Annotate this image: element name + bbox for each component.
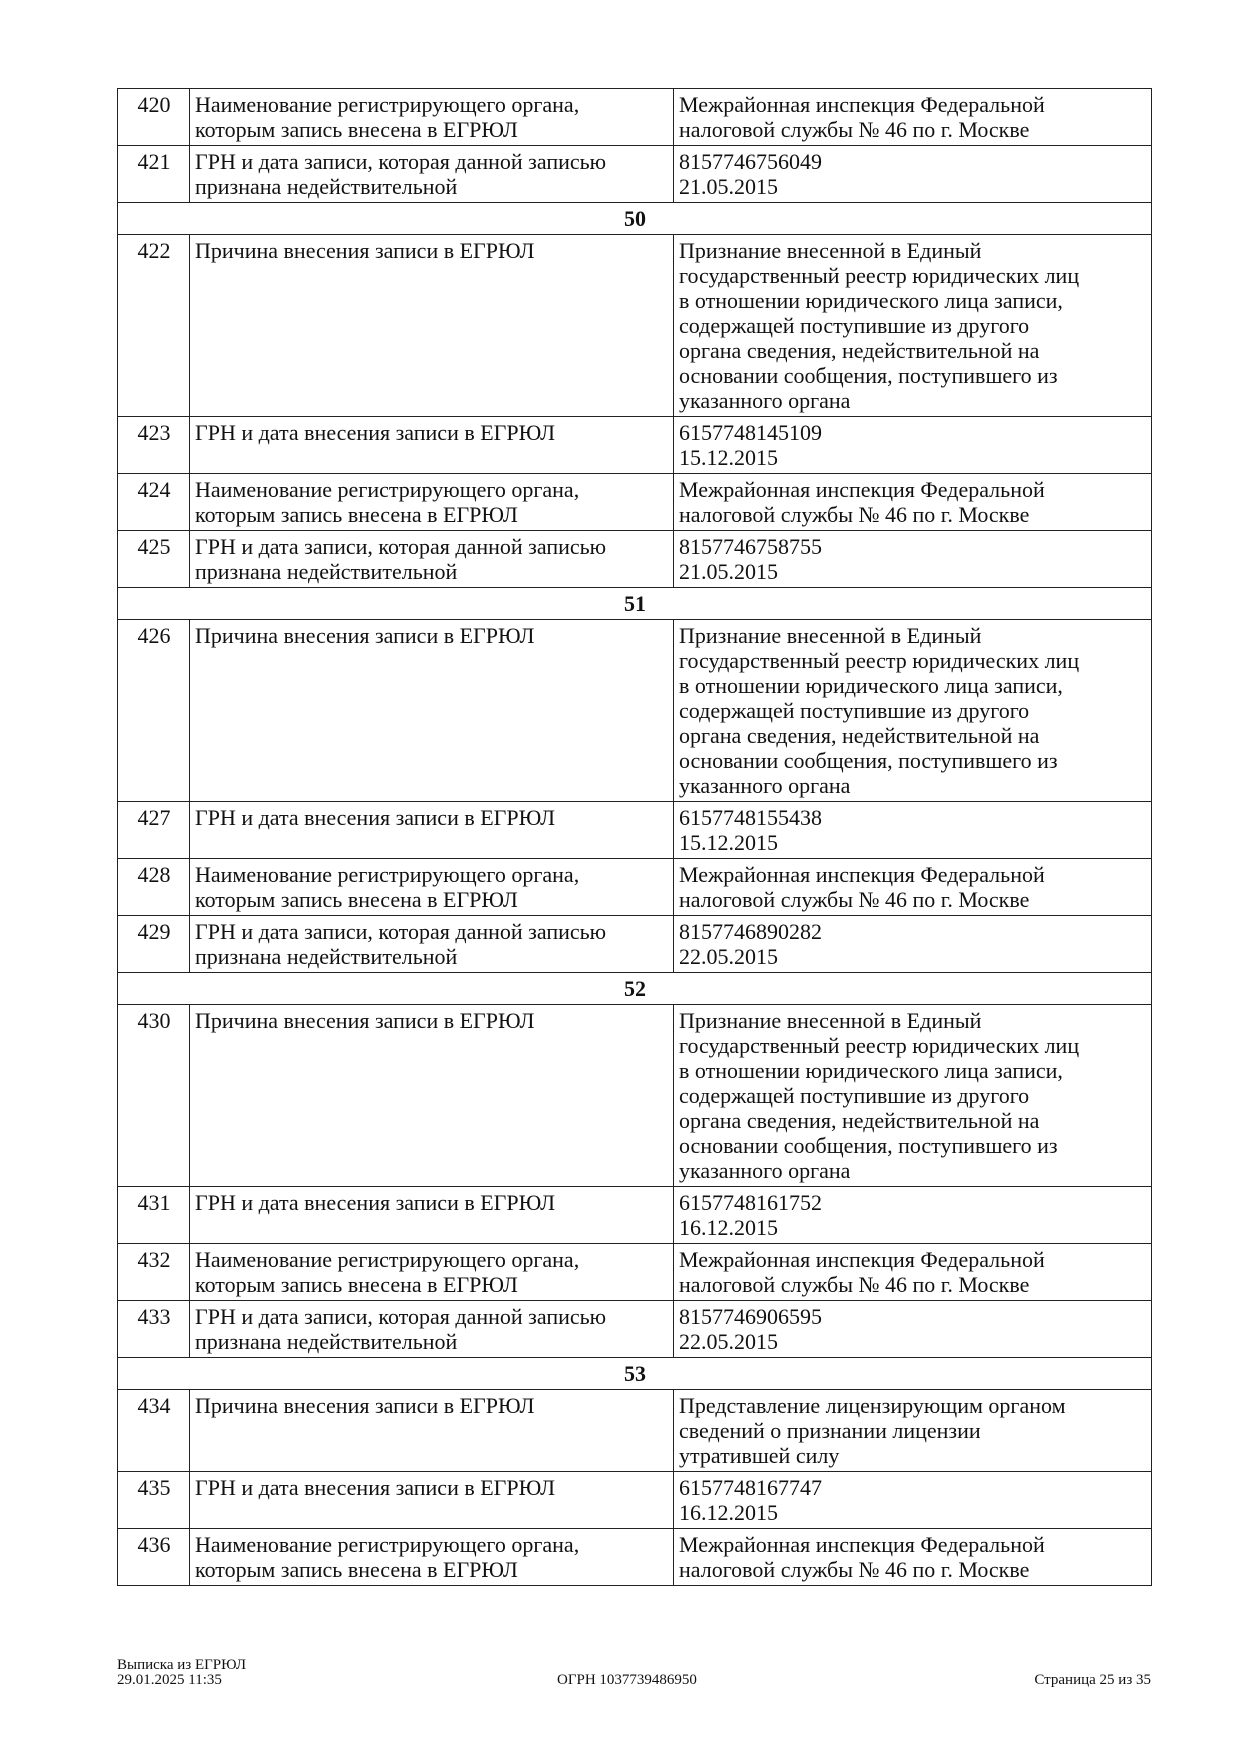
field-name-cell [190, 474, 674, 531]
field-name-cell [190, 1472, 674, 1529]
field-value-cell [674, 1187, 1152, 1244]
field-name-line: ГРН и дата внесения записи в ЕГРЮЛ [195, 805, 556, 830]
table-row [118, 531, 1152, 588]
field-value-cell [674, 620, 1152, 802]
field-value-line: содержащей поступившие из другого [679, 313, 1030, 338]
field-value-line: Признание внесенной в Единый [679, 1008, 982, 1033]
field-name-cell [190, 1529, 674, 1586]
footer-datetime: 29.01.2025 11:35 [117, 1672, 222, 1688]
row-number: 428 [118, 859, 190, 916]
field-value-line: налоговой службы № 46 по г. Москве [679, 1557, 1030, 1582]
table-row [118, 1005, 1152, 1187]
field-value-line: 22.05.2015 [679, 1329, 778, 1354]
table-row [118, 474, 1152, 531]
row-number: 425 [118, 531, 190, 588]
table-row [118, 1187, 1152, 1244]
table-body [118, 89, 1152, 1586]
field-name-line: Причина внесения записи в ЕГРЮЛ [195, 1008, 535, 1033]
field-name-line: которым запись внесена в ЕГРЮЛ [195, 1272, 518, 1297]
footer-page-number: Страница 25 из 35 [1034, 1672, 1151, 1688]
table-row [118, 1472, 1152, 1529]
field-name-line: Наименование регистрирующего органа, [195, 477, 580, 502]
field-name-cell [190, 531, 674, 588]
field-name-line: Наименование регистрирующего органа, [195, 1532, 580, 1557]
page-footer [117, 1658, 1151, 1689]
field-value-line: 16.12.2015 [679, 1215, 778, 1240]
field-value-line: Представление лицензирующим органом [679, 1393, 1066, 1418]
field-name-line: Наименование регистрирующего органа, [195, 1247, 580, 1272]
footer-ogrn: ОГРН 1037739486950 [557, 1672, 697, 1688]
field-value-cell [674, 531, 1152, 588]
field-value-line: в отношении юридического лица записи, [679, 1058, 1063, 1083]
field-value-cell [674, 235, 1152, 417]
table-row [118, 859, 1152, 916]
field-value-line: основании сообщения, поступившего из [679, 363, 1058, 388]
field-value-line: 6157748145109 [679, 420, 822, 445]
field-value-line: налоговой службы № 46 по г. Москве [679, 887, 1030, 912]
field-value-line: содержащей поступившие из другого [679, 1083, 1030, 1108]
section-number: 50 [118, 203, 1152, 235]
field-value-line: государственный реестр юридических лиц [679, 648, 1080, 673]
field-value-cell [674, 1529, 1152, 1586]
section-header-row [118, 203, 1152, 235]
field-name-cell [190, 1187, 674, 1244]
field-name-line: ГРН и дата записи, которая данной записью [195, 919, 607, 944]
section-number: 51 [118, 588, 1152, 620]
field-value-line: утратившей силу [679, 1443, 840, 1468]
field-value-line: основании сообщения, поступившего из [679, 748, 1058, 773]
section-number: 52 [118, 973, 1152, 1005]
field-name-cell [190, 916, 674, 973]
table-row [118, 1244, 1152, 1301]
field-value-line: 22.05.2015 [679, 944, 778, 969]
field-value-line: Межрайонная инспекция Федеральной [679, 477, 1045, 502]
field-name-line: ГРН и дата внесения записи в ЕГРЮЛ [195, 1475, 556, 1500]
field-value-line: 8157746756049 [679, 149, 822, 174]
field-name-cell [190, 235, 674, 417]
field-name-line: Наименование регистрирующего органа, [195, 92, 580, 117]
field-value-line: 21.05.2015 [679, 174, 778, 199]
field-value-line: указанного органа [679, 1158, 851, 1183]
field-name-cell [190, 1005, 674, 1187]
row-number: 436 [118, 1529, 190, 1586]
row-number: 432 [118, 1244, 190, 1301]
row-number: 434 [118, 1390, 190, 1472]
field-name-line: ГРН и дата внесения записи в ЕГРЮЛ [195, 420, 556, 445]
field-value-cell [674, 474, 1152, 531]
field-name-line: ГРН и дата внесения записи в ЕГРЮЛ [195, 1190, 556, 1215]
field-value-line: в отношении юридического лица записи, [679, 288, 1063, 313]
field-name-line: признана недействительной [195, 174, 458, 199]
field-value-cell [674, 417, 1152, 474]
field-value-line: Межрайонная инспекция Федеральной [679, 1247, 1045, 1272]
table-row [118, 235, 1152, 417]
field-value-cell [674, 1005, 1152, 1187]
field-value-line: 8157746758755 [679, 534, 822, 559]
table-row [118, 1301, 1152, 1358]
section-header-row [118, 1358, 1152, 1390]
table-row [118, 916, 1152, 973]
field-value-line: 8157746906595 [679, 1304, 822, 1329]
field-value-cell [674, 1472, 1152, 1529]
field-name-cell [190, 859, 674, 916]
field-value-line: содержащей поступившие из другого [679, 698, 1030, 723]
field-name-line: ГРН и дата записи, которая данной записью [195, 534, 607, 559]
field-value-line: 16.12.2015 [679, 1500, 778, 1525]
section-header-row [118, 588, 1152, 620]
field-value-line: 6157748155438 [679, 805, 822, 830]
field-value-line: указанного органа [679, 773, 851, 798]
field-name-cell [190, 1301, 674, 1358]
field-value-line: 21.05.2015 [679, 559, 778, 584]
field-value-line: Межрайонная инспекция Федеральной [679, 1532, 1045, 1557]
field-value-cell [674, 146, 1152, 203]
field-value-cell [674, 802, 1152, 859]
field-value-line: 6157748161752 [679, 1190, 822, 1215]
field-name-line: Причина внесения записи в ЕГРЮЛ [195, 1393, 535, 1418]
table-row [118, 802, 1152, 859]
field-value-line: Межрайонная инспекция Федеральной [679, 92, 1045, 117]
row-number: 430 [118, 1005, 190, 1187]
field-name-line: которым запись внесена в ЕГРЮЛ [195, 1557, 518, 1582]
row-number: 433 [118, 1301, 190, 1358]
field-value-line: сведений о признании лицензии [679, 1418, 981, 1443]
field-name-line: признана недействительной [195, 559, 458, 584]
field-value-cell [674, 1390, 1152, 1472]
field-name-line: которым запись внесена в ЕГРЮЛ [195, 887, 518, 912]
field-name-cell [190, 1244, 674, 1301]
field-value-line: Признание внесенной в Единый [679, 623, 982, 648]
row-number: 431 [118, 1187, 190, 1244]
field-value-line: налоговой службы № 46 по г. Москве [679, 117, 1030, 142]
field-value-line: налоговой службы № 46 по г. Москве [679, 1272, 1030, 1297]
footer-meta-row [117, 1673, 1151, 1689]
row-number: 435 [118, 1472, 190, 1529]
table-row [118, 417, 1152, 474]
field-value-cell [674, 1301, 1152, 1358]
field-value-line: Признание внесенной в Единый [679, 238, 982, 263]
row-number: 427 [118, 802, 190, 859]
row-number: 424 [118, 474, 190, 531]
section-header-row [118, 973, 1152, 1005]
field-value-line: основании сообщения, поступившего из [679, 1133, 1058, 1158]
footer-doc-title: Выписка из ЕГРЮЛ [117, 1657, 246, 1673]
field-name-cell [190, 146, 674, 203]
field-value-line: 6157748167747 [679, 1475, 822, 1500]
field-value-line: 8157746890282 [679, 919, 822, 944]
field-name-cell [190, 620, 674, 802]
field-value-line: 15.12.2015 [679, 445, 778, 470]
field-value-line: в отношении юридического лица записи, [679, 673, 1063, 698]
table-row [118, 146, 1152, 203]
field-value-line: Межрайонная инспекция Федеральной [679, 862, 1045, 887]
field-name-line: которым запись внесена в ЕГРЮЛ [195, 117, 518, 142]
table-row [118, 1390, 1152, 1472]
field-name-line: признана недействительной [195, 944, 458, 969]
field-name-cell [190, 1390, 674, 1472]
field-value-line: органа сведения, недействительной на [679, 1108, 1040, 1133]
section-number: 53 [118, 1358, 1152, 1390]
field-name-line: ГРН и дата записи, которая данной записью [195, 1304, 607, 1329]
row-number: 422 [118, 235, 190, 417]
field-value-line: 15.12.2015 [679, 830, 778, 855]
field-name-line: ГРН и дата записи, которая данной записью [195, 149, 607, 174]
table-row [118, 1529, 1152, 1586]
field-value-cell [674, 859, 1152, 916]
field-name-line: Причина внесения записи в ЕГРЮЛ [195, 623, 535, 648]
field-value-cell [674, 916, 1152, 973]
field-value-cell [674, 89, 1152, 146]
field-name-line: признана недействительной [195, 1329, 458, 1354]
field-value-line: налоговой службы № 46 по г. Москве [679, 502, 1030, 527]
field-value-line: органа сведения, недействительной на [679, 723, 1040, 748]
row-number: 429 [118, 916, 190, 973]
field-value-line: органа сведения, недействительной на [679, 338, 1040, 363]
table-row [118, 89, 1152, 146]
row-number: 426 [118, 620, 190, 802]
table-row [118, 620, 1152, 802]
row-number: 423 [118, 417, 190, 474]
field-value-cell [674, 1244, 1152, 1301]
field-value-line: государственный реестр юридических лиц [679, 1033, 1080, 1058]
row-number: 420 [118, 89, 190, 146]
row-number: 421 [118, 146, 190, 203]
field-name-cell [190, 89, 674, 146]
field-value-line: указанного органа [679, 388, 851, 413]
egrul-records-table [117, 88, 1152, 1586]
field-name-cell [190, 417, 674, 474]
field-value-line: государственный реестр юридических лиц [679, 263, 1080, 288]
field-name-cell [190, 802, 674, 859]
field-name-line: Причина внесения записи в ЕГРЮЛ [195, 238, 535, 263]
field-name-line: которым запись внесена в ЕГРЮЛ [195, 502, 518, 527]
field-name-line: Наименование регистрирующего органа, [195, 862, 580, 887]
